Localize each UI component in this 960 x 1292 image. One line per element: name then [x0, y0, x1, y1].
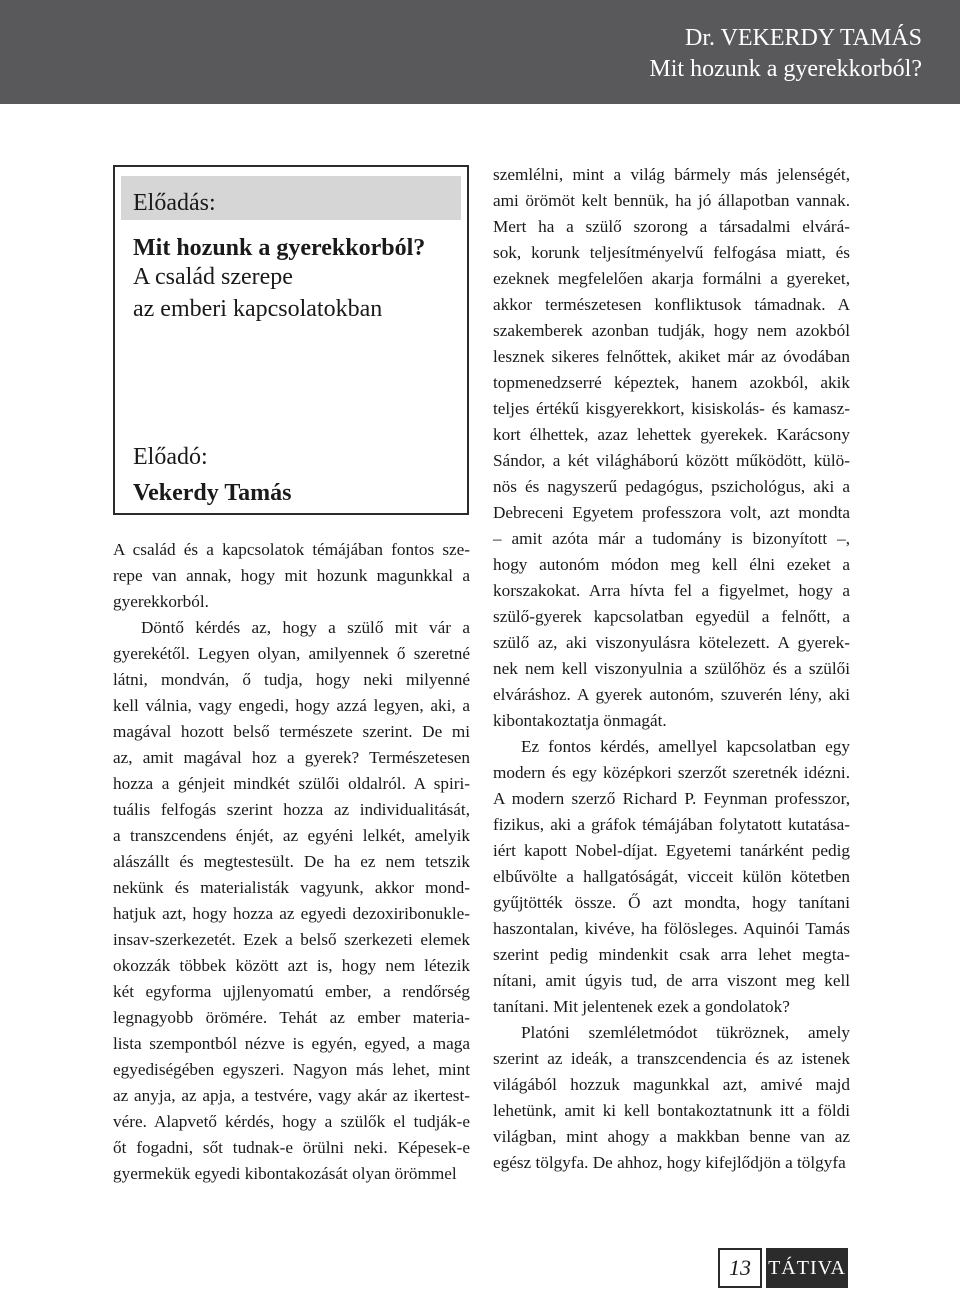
text-line: – amit azóta már a tudomány is bizonyított –,: [493, 529, 850, 548]
text-line: Ez fontos kérdés, amellyel kapcsolatban egy: [521, 737, 850, 756]
text-line: szülő-gyerek kapcsolatban egyedül a felnőtt, a: [493, 607, 850, 626]
text-line: egyediségében egyszeri. Nagyon más lehet, mint: [113, 1060, 470, 1079]
text-line: okozzák többek között azt is, hogy nem létezik: [113, 956, 470, 975]
text-line: insav-szerkezetét. Ezek a belső szerkezeti elemek: [113, 930, 470, 949]
text-line: gyerekétől. Legyen olyan, amilyennek ő szeretné: [113, 644, 470, 663]
speaker-label: Előadó:: [133, 444, 208, 470]
left-text-column: [113, 537, 470, 1187]
text-line: fizikus, aki a gráfok témájában folytatott kutatása-: [493, 815, 850, 834]
text-line: akkor természetesen konfliktusok támadnak. A: [493, 295, 850, 314]
page-header: [0, 0, 960, 104]
text-line: alászállt és megtestesült. De ha ez nem tetszik: [113, 852, 470, 871]
text-line: hogy autonóm módon meg kell élni ezeket a: [493, 555, 850, 574]
publication-logo: [766, 1248, 848, 1288]
lecture-info-box: [113, 165, 469, 515]
logo-text: TÁTIVA: [768, 1257, 846, 1279]
text-line: hozza a génjeit mindkét szülői oldalról. A spiri-: [113, 774, 470, 793]
lecture-subtitle-2: az emberi kapcsolatokban: [133, 296, 383, 322]
text-line: gyermekük egyedi kibontakozását olyan örömmel: [113, 1164, 457, 1183]
text-line: elváráshoz. A gyerek autonóm, szuverén lény, aki: [493, 685, 850, 704]
text-line: ami örömöt kelt bennük, ha jó állapotban vannak.: [493, 191, 850, 210]
text-line: két egyforma ujjlenyomatú ember, a rendőrség: [113, 982, 470, 1001]
text-line: látni, mondván, ő tudja, hogy neki milyenné: [113, 670, 470, 689]
text-line: magával hozott belső természete szerint. De mi: [113, 722, 470, 741]
text-line: ezeknek megfelelően akarja formálni a gyereket,: [493, 269, 850, 288]
text-line: nek nem kell viszonyulnia a szülőhöz és a szülői: [493, 659, 850, 678]
text-line: iért kapott Nobel-díjat. Egyetemi tanárként pedig: [493, 841, 850, 860]
text-line: a transzcendens énjét, az egyéni lelkét, amelyik: [113, 826, 470, 845]
text-line: Debreceni Egyetem professzora volt, azt mondta: [493, 503, 850, 522]
lecture-label: Előadás:: [133, 190, 216, 216]
text-line: az anyja, az apja, a testvére, vagy akár az ikertest-: [113, 1086, 470, 1105]
text-line: teljes értékű kisgyerekkort, kisiskolás- és kamasz-: [493, 399, 850, 418]
text-line: szülő az, aki viszonyulásra kötelezett. A gyerek-: [493, 633, 850, 652]
text-line: Sándor, a két világháború között működött, külö-: [493, 451, 850, 470]
text-line: repe van annak, hogy mit hozunk magunkkal a: [113, 566, 470, 585]
right-text-column: [493, 162, 850, 1176]
text-line: gyűjtötték össze. Ő azt mondta, hogy tanítani: [493, 893, 850, 912]
text-line: világban, mint ahogy a makkban benne van az: [493, 1127, 850, 1146]
text-line: vére. Alapvető kérdés, hogy a szülők el tudják-e: [113, 1112, 470, 1131]
text-line: A család és a kapcsolatok témájában fontos sze-: [113, 540, 470, 559]
text-line: korszakokat. Arra hívta fel a figyelmet, hogy a: [493, 581, 850, 600]
text-line: Döntő kérdés az, hogy a szülő mit vár a: [141, 618, 470, 637]
page-footer-badge: [718, 1248, 848, 1288]
lecture-title: Mit hozunk a gyerekkorból?: [133, 235, 426, 261]
text-line: szakemberek azonban tudják, hogy nem azokból: [493, 321, 850, 340]
page-number: 13: [718, 1248, 762, 1288]
text-line: legnagyobb örömére. Tehát az ember materia-: [113, 1008, 470, 1027]
text-line: lista szempontból nézve is egyén, egyed, a maga: [113, 1034, 470, 1053]
text-line: A modern szerző Richard P. Feynman professzor,: [493, 789, 850, 808]
text-line: Mert ha a szülő szorong a társadalmi elvárá-: [493, 217, 850, 236]
speaker-name: Vekerdy Tamás: [133, 480, 292, 506]
text-line: modern és egy középkori szerzőt szeretnék idézni.: [493, 763, 850, 782]
text-line: nös és nagyszerű pedagógus, pszichológus, aki a: [493, 477, 850, 496]
text-line: Platóni szemléletmódot tükröznek, amely: [521, 1023, 850, 1042]
text-line: lesznek sikeres felnőttek, akiket már az óvodában: [493, 347, 850, 366]
text-line: elbűvölte a hallgatóságát, vicceit külön kötetben: [493, 867, 850, 886]
text-line: kibontakoztatja önmagát.: [493, 711, 667, 730]
text-line: tanítani. Mit jelentenek ezek a gondolatok?: [493, 997, 790, 1016]
text-line: kell válnia, vagy engedi, hogy azzá legyen, aki, a: [113, 696, 470, 715]
header-title: Mit hozunk a gyerekkorból?: [649, 56, 922, 82]
text-line: kort élhettek, azaz lehettek gyerekek. Karácsony: [493, 425, 850, 444]
text-line: őt fogadni, sőt tudnak-e örülni neki. Képesek-e: [113, 1138, 470, 1157]
text-line: egész tölgyfa. De ahhoz, hogy kifejlődjön a tölgyfa: [493, 1153, 846, 1172]
text-line: világából hozzuk magunkkal azt, amivé majd: [493, 1075, 850, 1094]
text-line: topmenedzserré képeztek, hanem azokból, akik: [493, 373, 850, 392]
text-line: gyerekkorból.: [113, 592, 209, 611]
lecture-subtitle-1: A család szerepe: [133, 264, 293, 290]
text-line: szemlélni, mint a világ bármely más jelenségét,: [493, 165, 850, 184]
text-line: szerint az ideák, a transzcendencia és az istenek: [493, 1049, 850, 1068]
text-line: szerint pedig mindenkit csak arra lehet megta-: [493, 945, 850, 964]
text-line: sok, korunk teljesítményelvű felfogása miatt, és: [493, 243, 850, 262]
text-line: tuális felfogás szerint hozza az individualitását,: [113, 800, 470, 819]
text-line: az, amit magával hoz a gyerek? Természetesen: [113, 748, 470, 767]
header-author: Dr. VEKERDY TAMÁS: [685, 25, 922, 51]
text-line: nítani, amit úgyis tud, de arra viszont meg kell: [493, 971, 850, 990]
text-line: nekünk és materialisták vagyunk, akkor mond-: [113, 878, 470, 897]
text-line: lehetünk, amit ki kell bontakoztatnunk itt a földi: [493, 1101, 850, 1120]
text-line: haszontalan, kivéve, ha fölösleges. Aquinói Tamás: [493, 919, 850, 938]
text-line: hatjuk azt, hogy hozza az egyedi dezoxiribonukle-: [113, 904, 470, 923]
